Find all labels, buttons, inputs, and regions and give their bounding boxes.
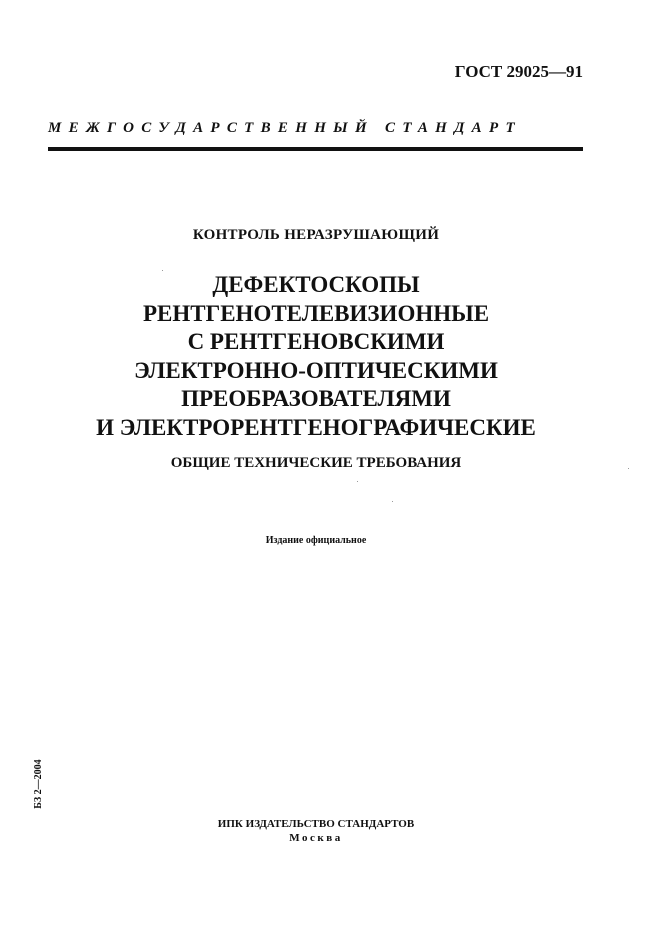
edition-note: Издание официальное — [265, 535, 367, 546]
title-line: ДЕФЕКТОСКОПЫ — [212, 272, 420, 297]
heading-divider — [48, 147, 583, 151]
document-title — [0, 271, 632, 442]
title-line: ПРЕОБРАЗОВАТЕЛЯМИ — [181, 386, 451, 411]
document-subtitle: ОБЩИЕ ТЕХНИЧЕСКИЕ ТРЕБОВАНИЯ — [170, 455, 462, 471]
standard-number: ГОСТ 29025—91 — [454, 62, 583, 81]
scan-speck — [357, 481, 358, 482]
title-line: ЭЛЕКТРОННО-ОПТИЧЕСКИМИ — [134, 357, 498, 383]
title-line: С РЕНТГЕНОВСКИМИ — [187, 329, 445, 354]
side-registration-code: БЗ 2—2004 — [33, 759, 44, 809]
publisher-city: Москва — [289, 832, 343, 844]
title-line: И ЭЛЕКТРОРЕНТГЕНОГРАФИЧЕСКИЕ — [96, 414, 536, 440]
publisher-name: ИПК ИЗДАТЕЛЬСТВО СТАНДАРТОВ — [217, 818, 415, 830]
scan-speck — [628, 468, 629, 469]
scan-speck — [392, 501, 393, 502]
title-line: РЕНТГЕНОТЕЛЕВИЗИОННЫЕ — [142, 300, 490, 326]
scan-speck — [162, 270, 163, 271]
standard-type-heading: МЕЖГОСУДАРСТВЕННЫЙ СТАНДАРТ — [48, 120, 522, 136]
category-heading: КОНТРОЛЬ НЕРАЗРУШАЮЩИЙ — [192, 227, 440, 243]
